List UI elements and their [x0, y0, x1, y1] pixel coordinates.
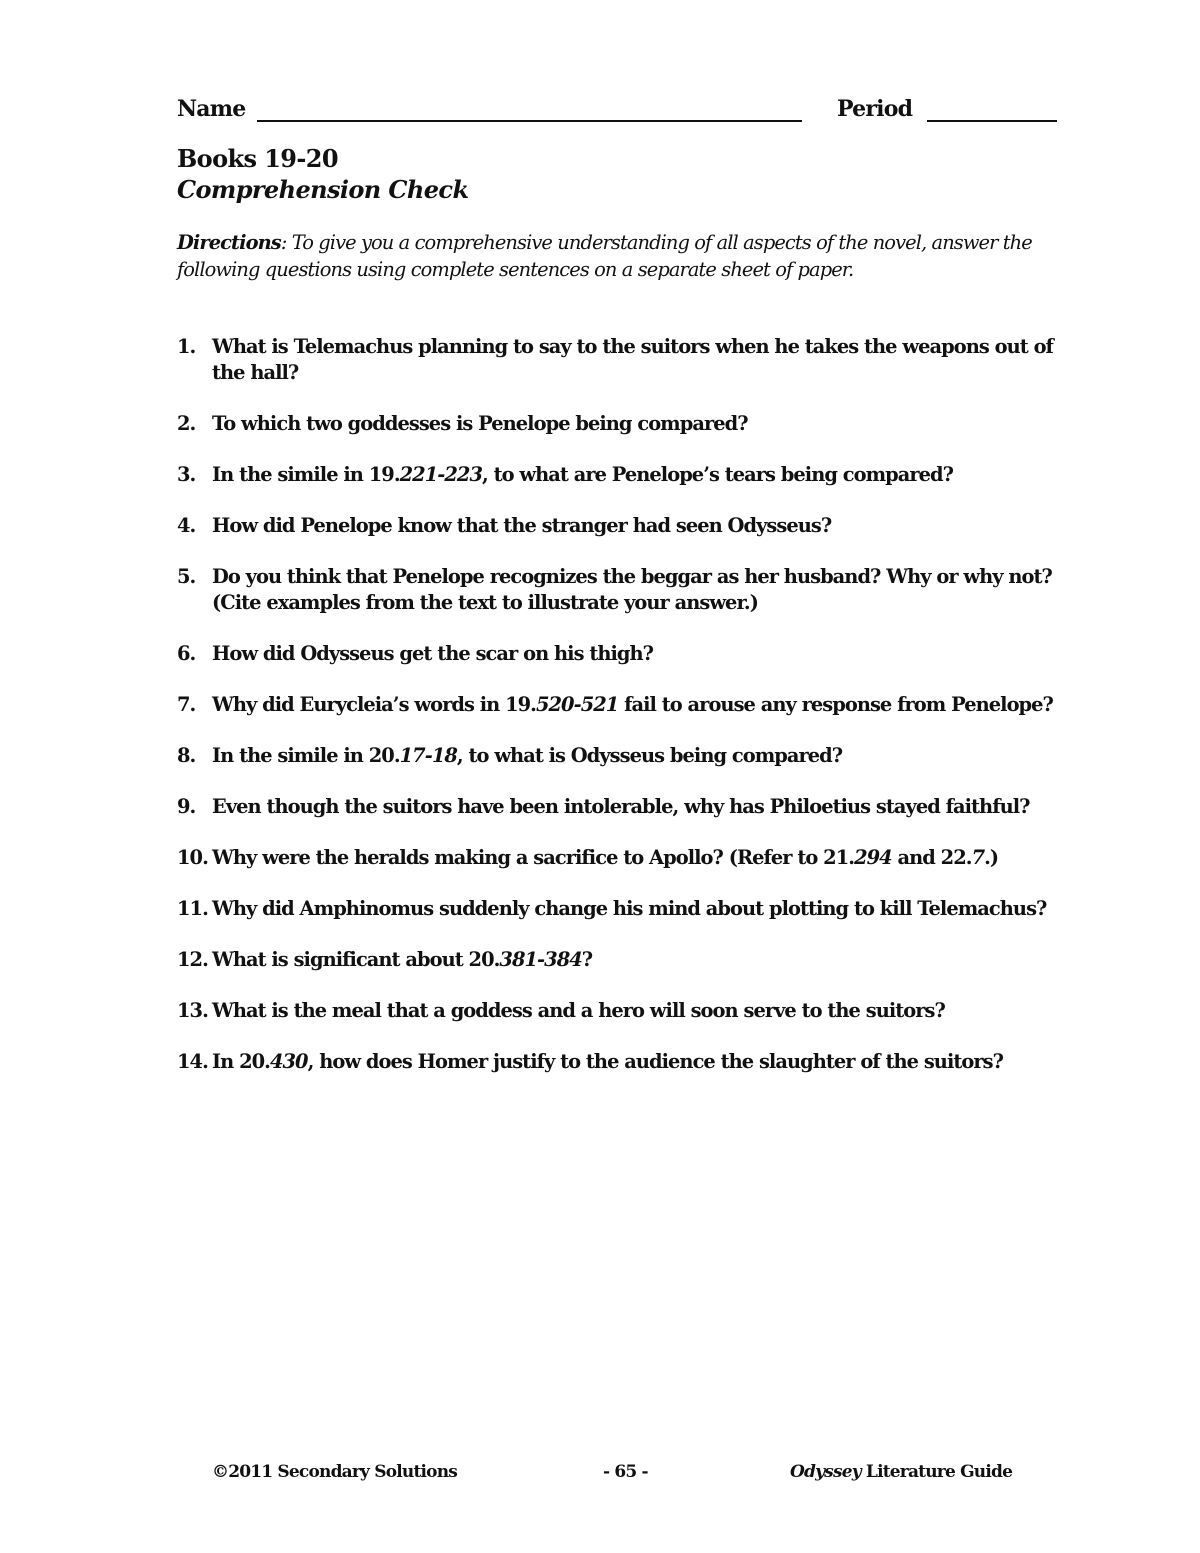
- question-text: [212, 948, 592, 971]
- footer-guide-title-italic: Odyssey: [790, 1462, 861, 1482]
- question-text: [212, 335, 1053, 384]
- question-item: [177, 1049, 1072, 1075]
- question-text: [212, 897, 1046, 920]
- line-reference: 381-384: [499, 948, 582, 971]
- question-item: [177, 513, 1072, 539]
- footer-page-number: - 65 -: [603, 1462, 648, 1482]
- question-number: 8.: [177, 744, 196, 767]
- question-text-part: How did Odysseus get the scar on his thigh?: [212, 642, 654, 665]
- question-text-part: What is significant about 20.: [212, 948, 500, 971]
- question-text-part: Do you think that Penelope recognizes the beggar as her husband? Why or why not? (Cite examples from the text to illustrate your answer.): [212, 565, 1052, 614]
- question-text-part: Why did Amphinomus suddenly change his mind about plotting to kill Telemachus?: [212, 897, 1047, 920]
- question-number: 11.: [177, 897, 208, 920]
- question-text-part: Why were the heralds making a sacrifice to Apollo? (Refer to 21.: [212, 846, 855, 869]
- question-item: [177, 794, 1072, 820]
- question-text: [212, 642, 653, 665]
- question-text-part: What is Telemachus planning to say to the suitors when he takes the weapons out of the hall?: [212, 335, 1053, 384]
- question-number: 7.: [177, 693, 196, 716]
- title-books: Books 19-20: [177, 144, 338, 173]
- question-text-part: To which two goddesses is Penelope being compared?: [212, 412, 748, 435]
- question-text-part: , to what is Odysseus being compared?: [456, 744, 843, 767]
- footer-guide-title-rest: Literature Guide: [860, 1462, 1013, 1482]
- question-number: 2.: [177, 412, 196, 435]
- question-item: [177, 896, 1072, 922]
- title-comprehension-check: Comprehension Check: [177, 175, 469, 204]
- question-item: [177, 845, 1072, 871]
- question-item: [177, 334, 1072, 386]
- question-number: 3.: [177, 463, 196, 486]
- line-reference: 294: [854, 846, 892, 869]
- question-text-part: .): [984, 846, 999, 869]
- question-text-part: ?: [581, 948, 593, 971]
- line-reference: 520-521: [535, 693, 619, 716]
- question-text-part: Even though the suitors have been intolerable, why has Philoetius stayed faithful?: [212, 795, 1030, 818]
- directions-text: : To give you a comprehensive understanding of all aspects of the novel, answer the following questions using complete sentences on a separate sheet of paper.: [177, 231, 1032, 281]
- line-reference: 17-18: [399, 744, 457, 767]
- line-reference: 430: [269, 1050, 308, 1073]
- question-item: [177, 998, 1072, 1024]
- directions: [177, 229, 1062, 283]
- question-number: 5.: [177, 565, 196, 588]
- question-text-part: and 22.: [891, 846, 972, 869]
- question-text-part: In the simile in 19.: [212, 463, 400, 486]
- footer-copyright: ©2011 Secondary Solutions: [212, 1462, 458, 1482]
- period-blank-line: [927, 120, 1057, 122]
- question-item: [177, 692, 1072, 718]
- directions-label: Directions: [177, 231, 281, 254]
- question-number: 13.: [177, 999, 208, 1022]
- period-label: Period: [837, 96, 913, 122]
- question-text: [212, 1050, 1003, 1073]
- question-number: 6.: [177, 642, 196, 665]
- question-text: [212, 744, 842, 767]
- question-number: 9.: [177, 795, 196, 818]
- question-text-part: Why did Eurycleia’s words in 19.: [212, 693, 536, 716]
- question-number: 10.: [177, 846, 208, 869]
- question-text: [212, 463, 953, 486]
- footer-guide-title: [790, 1462, 1012, 1482]
- worksheet-title: [177, 143, 468, 205]
- question-text-part: What is the meal that a goddess and a hero will soon serve to the suitors?: [212, 999, 945, 1022]
- question-item: [177, 564, 1072, 616]
- question-text-part: In 20.: [212, 1050, 270, 1073]
- question-item: [177, 743, 1072, 769]
- name-blank-line: [257, 120, 802, 122]
- question-text: [212, 693, 1053, 716]
- question-text-part: In the simile in 20.: [212, 744, 400, 767]
- question-number: 14.: [177, 1050, 208, 1073]
- question-number: 1.: [177, 335, 196, 358]
- question-item: [177, 462, 1072, 488]
- question-text-part: , how does Homer justify to the audience the slaughter of the suitors?: [307, 1050, 1004, 1073]
- question-item: [177, 947, 1072, 973]
- question-text-part: How did Penelope know that the stranger had seen Odysseus?: [212, 514, 832, 537]
- question-text: [212, 999, 945, 1022]
- line-reference: 221-223: [399, 463, 482, 486]
- question-text-part: fail to arouse any response from Penelope?: [618, 693, 1053, 716]
- question-number: 4.: [177, 514, 196, 537]
- name-label: Name: [177, 96, 246, 122]
- question-text: [212, 514, 831, 537]
- question-number: 12.: [177, 948, 208, 971]
- question-text: [212, 565, 1052, 614]
- question-item: [177, 641, 1072, 667]
- line-reference: 7: [971, 846, 985, 869]
- question-text: [212, 412, 748, 435]
- question-text: [212, 846, 998, 869]
- question-list: [177, 334, 1072, 1100]
- question-item: [177, 411, 1072, 437]
- question-text-part: , to what are Penelope’s tears being compared?: [482, 463, 954, 486]
- question-text: [212, 795, 1030, 818]
- header-row: [177, 96, 1057, 126]
